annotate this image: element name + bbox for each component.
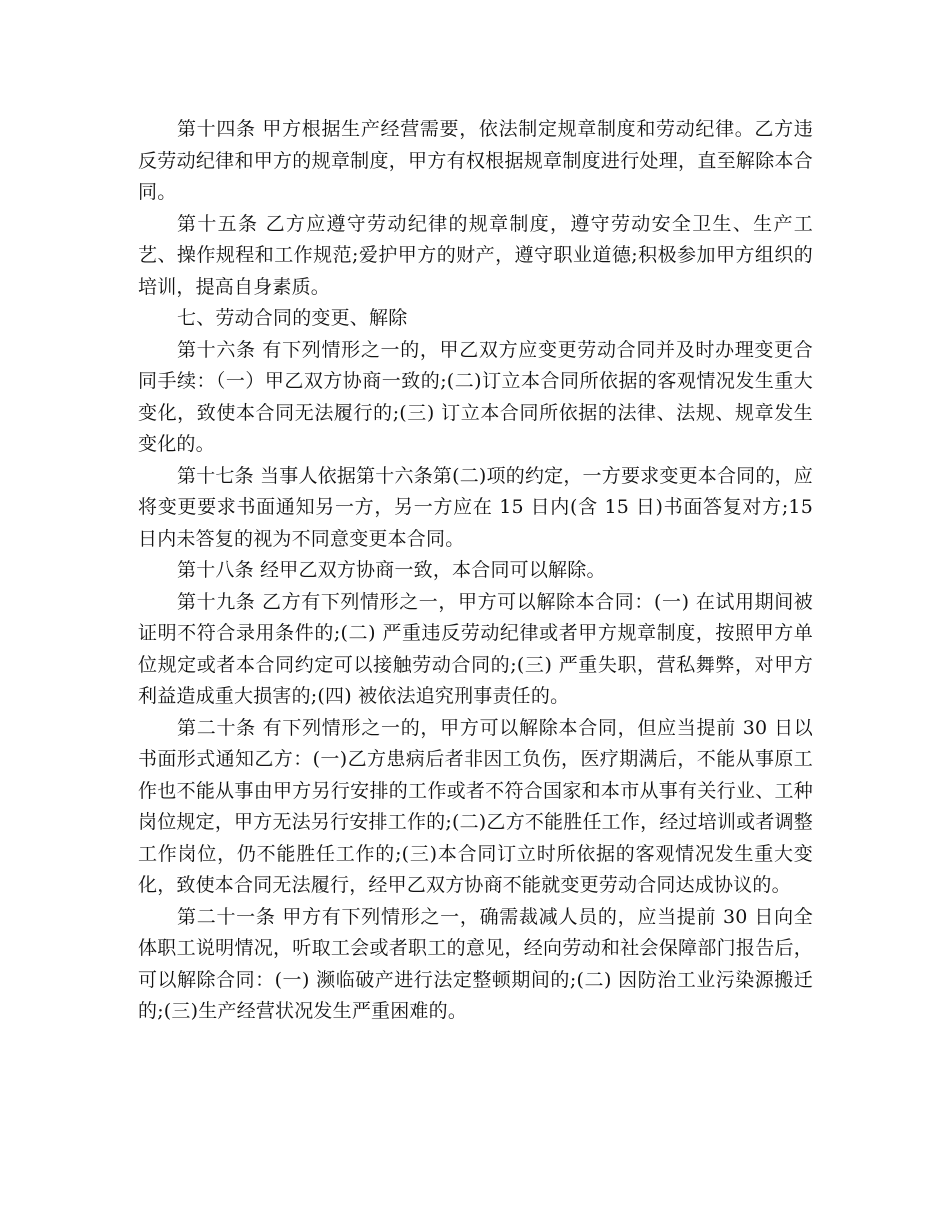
article-18-paragraph: 第十八条 经甲乙双方协商一致，本合同可以解除。 <box>177 559 606 581</box>
article-16-paragraph: 第十六条 有下列情形之一的，甲乙双方应变更劳动合同并及时办理变更合同手续：（一）甲乙双方协商一致的;(二)订立本合同所依据的客观情况发生重大变化，致使本合同无法履行的;(三) 订立本合同所依据的法律、法规、规章发生变化的。 <box>138 338 813 455</box>
article-14-paragraph: 第十四条 甲方根据生产经营需要，依法制定规章制度和劳动纪律。乙方违反劳动纪律和甲方的规章制度，甲方有权根据规章制度进行处理，直至解除本合同。 <box>138 118 813 203</box>
article-15-paragraph: 第十五条 乙方应遵守劳动纪律的规章制度，遵守劳动安全卫生、生产工艺、操作规程和工作规范;爱护甲方的财产，遵守职业道德;积极参加甲方组织的培训，提高自身素质。 <box>138 212 813 298</box>
section-7-heading: 七、劳动合同的变更、解除 <box>177 307 408 329</box>
document-body <box>138 114 813 1028</box>
article-19-paragraph: 第十九条 乙方有下列情形之一，甲方可以解除本合同：(一) 在试用期间被证明不符合录用条件的;(二) 严重违反劳动纪律或者甲方规章制度，按照甲方单位规定或者本合同约定可以接触劳动合同的;(三) 严重失职，营私舞弊，对甲方利益造成重大损害的;(四) 被依法追究刑事责任的。 <box>138 590 813 707</box>
article-17-paragraph: 第十七条 当事人依据第十六条第(二)项的约定，一方要求变更本合同的，应将变更要求书面通知另一方，另一方应在 15 日内(含 15 日)书面答复对方;15 日内未答复的视为不同意变更本合同。 <box>138 464 813 550</box>
article-20-paragraph: 第二十条 有下列情形之一的，甲方可以解除本合同，但应当提前 30 日以书面形式通知乙方：(一)乙方患病后者非因工负伤，医疗期满后，不能从事原工作也不能从事由甲方另行安排的工作或者不符合国家和本市从事有关行业、工种岗位规定，甲方无法另行安排工作的;(二)乙方不能胜任工作，经过培训或者调整工作岗位，仍不能胜任工作的;(三)本合同订立时所依据的客观情况发生重大变化，致使本合同无法履行，经甲乙双方协商不能就变更劳动合同达成协议的。 <box>138 716 813 896</box>
article-21-paragraph: 第二十一条 甲方有下列情形之一，确需裁减人员的，应当提前 30 日向全体职工说明情况，听取工会或者职工的意见，经向劳动和社会保障部门报告后，可以解除合同：(一) 濒临破产进行法定整顿期间的;(二) 因防治工业污染源搬迁的;(三)生产经营状况发生严重困难的。 <box>138 905 813 1022</box>
